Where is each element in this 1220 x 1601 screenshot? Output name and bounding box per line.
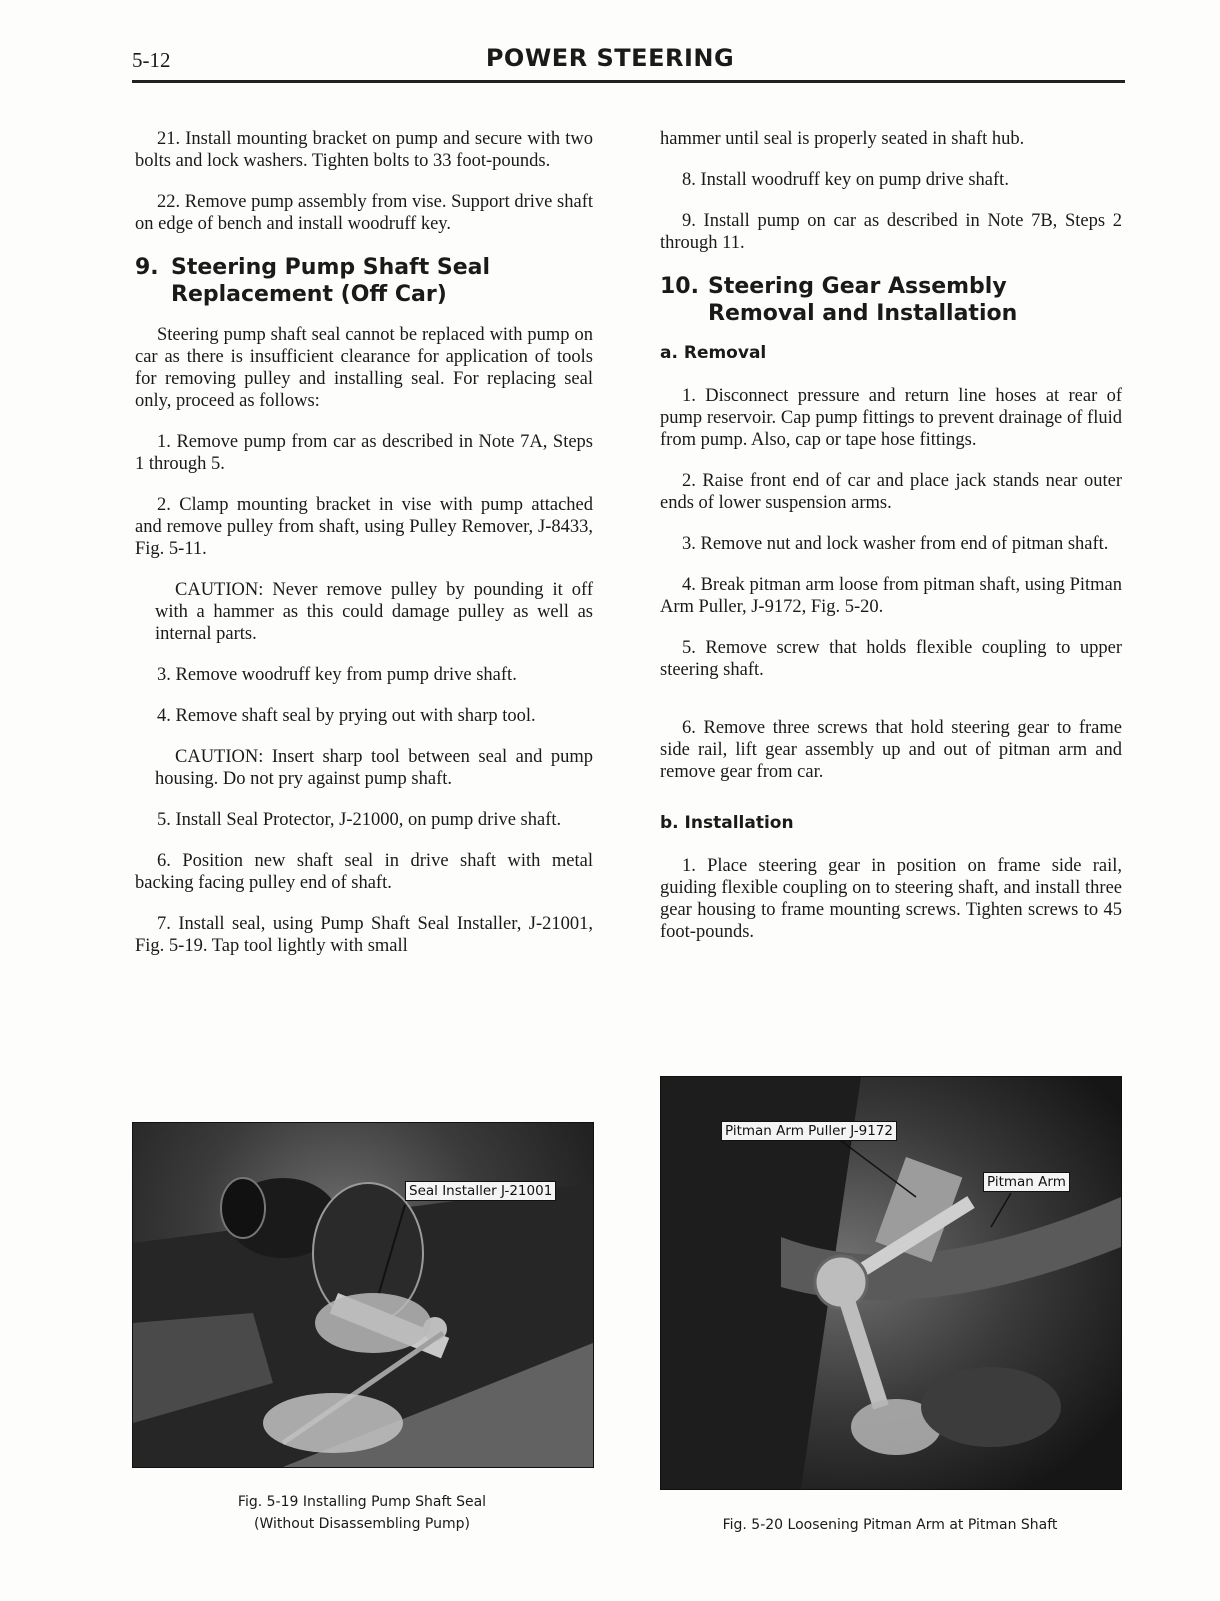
figure-5-19-photo bbox=[132, 1122, 594, 1468]
right-column bbox=[660, 128, 1122, 962]
step-7-continued: hammer until seal is properly seated in shaft hub. bbox=[660, 129, 1025, 149]
section-9-step-5: 5. Install Seal Protector, J-21000, on pump drive shaft. bbox=[157, 810, 562, 830]
section-9-intro: Steering pump shaft seal cannot be replaced with pump on car as there is insufficient clearance for application of tools for removing pulley and installing seal. For replacing seal only, proceed as follows: bbox=[135, 325, 593, 411]
page-number: 5-12 bbox=[132, 48, 171, 72]
section-10-heading bbox=[660, 273, 1122, 327]
header-rule bbox=[132, 80, 1125, 83]
figure-5-19-caption-line1: Fig. 5-19 Installing Pump Shaft Seal bbox=[237, 1494, 487, 1510]
page-header-title: POWER STEERING bbox=[485, 44, 735, 72]
section-9-title-line2: Replacement (Off Car) bbox=[171, 282, 447, 307]
figure-5-19-caption bbox=[132, 1491, 592, 1535]
section-9-step-6: 6. Position new shaft seal in drive shaft with metal backing facing pulley end of shaft. bbox=[135, 851, 593, 893]
figure-5-20-caption: Fig. 5-20 Loosening Pitman Arm at Pitman Shaft bbox=[722, 1517, 1058, 1533]
section-9-number: 9. bbox=[135, 255, 159, 280]
step-9: 9. Install pump on car as described in Note 7B, Steps 2 through 11. bbox=[660, 211, 1122, 253]
installation-step-1: 1. Place steering gear in position on frame side rail, guiding flexible coupling on to steering shaft, and install three gear housing to frame mounting screws. Tighten screws to 45 foot-pounds. bbox=[660, 856, 1122, 942]
removal-step-3: 3. Remove nut and lock washer from end of pitman shaft. bbox=[682, 534, 1109, 554]
subheading-removal: a. Removal bbox=[660, 343, 767, 363]
step-22: 22. Remove pump assembly from vise. Support drive shaft on edge of bench and install woodruff key. bbox=[135, 192, 593, 234]
left-column bbox=[135, 128, 593, 976]
section-9-title-line1: Steering Pump Shaft Seal bbox=[171, 255, 491, 280]
section-9-step-4: 4. Remove shaft seal by prying out with sharp tool. bbox=[157, 706, 536, 726]
removal-step-4: 4. Break pitman arm loose from pitman shaft, using Pitman Arm Puller, J-9172, Fig. 5-20. bbox=[660, 575, 1122, 617]
pump-seal-photo-illustration bbox=[133, 1123, 593, 1467]
section-10-number: 10. bbox=[660, 274, 699, 299]
section-9-step-7: 7. Install seal, using Pump Shaft Seal Installer, J-21001, Fig. 5-19. Tap tool lightly with small bbox=[135, 914, 593, 956]
pitman-arm-puller-callout: Pitman Arm Puller J-9172 bbox=[721, 1121, 897, 1141]
removal-step-6: 6. Remove three screws that hold steering gear to frame side rail, lift gear assembly up and out of pitman arm and remove gear from car. bbox=[660, 718, 1122, 782]
seal-installer-callout: Seal Installer J-21001 bbox=[405, 1181, 556, 1201]
figure-5-19-caption-line2: (Without Disassembling Pump) bbox=[254, 1516, 470, 1532]
caution-1: CAUTION: Never remove pulley by pounding it off with a hammer as this could damage pulley as well as internal parts. bbox=[155, 580, 593, 644]
removal-step-5: 5. Remove screw that holds flexible coupling to upper steering shaft. bbox=[660, 638, 1122, 680]
section-9-step-3: 3. Remove woodruff key from pump drive shaft. bbox=[157, 665, 517, 685]
removal-step-1: 1. Disconnect pressure and return line hoses at rear of pump reservoir. Cap pump fittings to prevent drainage of fluid from pump. Also, cap or tape hose fittings. bbox=[660, 386, 1122, 450]
caution-2: CAUTION: Insert sharp tool between seal and pump housing. Do not pry against pump shaft. bbox=[155, 747, 593, 789]
section-9-heading bbox=[135, 254, 593, 308]
step-8: 8. Install woodruff key on pump drive shaft. bbox=[682, 170, 1009, 190]
subheading-installation: b. Installation bbox=[660, 813, 794, 833]
figure-5-20-photo bbox=[660, 1076, 1122, 1490]
section-10-title-line2: Removal and Installation bbox=[708, 301, 1018, 326]
section-10-title-line1: Steering Gear Assembly bbox=[708, 274, 1007, 299]
removal-step-2: 2. Raise front end of car and place jack stands near outer ends of lower suspension arms. bbox=[660, 471, 1122, 513]
section-9-step-1: 1. Remove pump from car as described in Note 7A, Steps 1 through 5. bbox=[135, 432, 593, 474]
section-9-step-2: 2. Clamp mounting bracket in vise with pump attached and remove pulley from shaft, using Pulley Remover, J-8433, Fig. 5-11. bbox=[135, 495, 593, 559]
pitman-arm-callout: Pitman Arm bbox=[983, 1172, 1070, 1192]
step-21: 21. Install mounting bracket on pump and secure with two bolts and lock washers. Tighten bolts to 33 foot-pounds. bbox=[135, 129, 593, 171]
